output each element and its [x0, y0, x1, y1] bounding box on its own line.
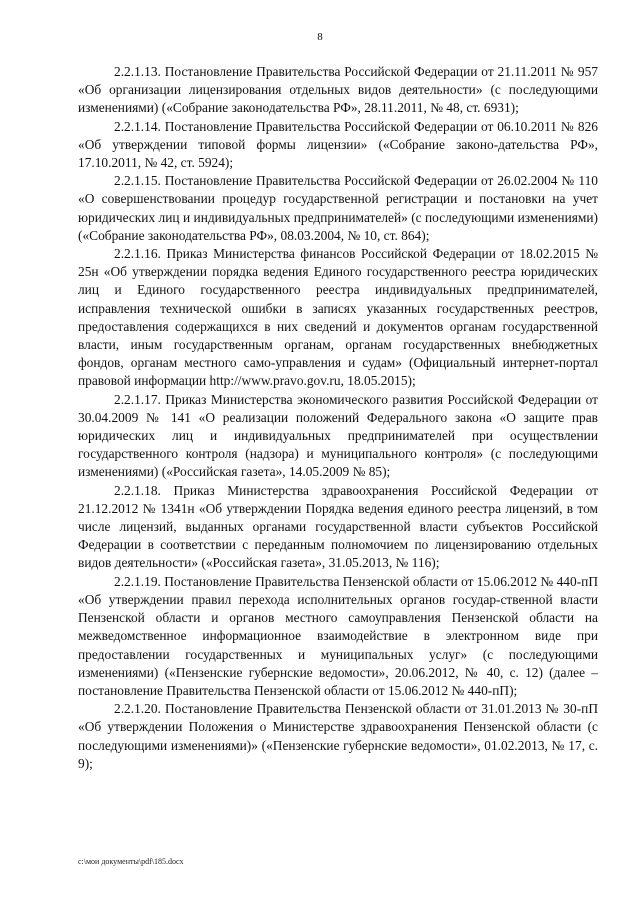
paragraph-2-2-1-14: 2.2.1.14. Постановление Правительства Российской Федерации от 06.10.2011 № 826 «Об утверждении типовой формы лицензии» («Собрание законо-дательства РФ», 17.10.2011, № 42, ст. 5924);	[78, 118, 598, 171]
paragraph-2-2-1-15: 2.2.1.15. Постановление Правительства Российской Федерации от 26.02.2004 № 110 «О совершенствовании процедур государственной регистрации и постановки на учет юридических лиц и индивидуальных предпринимателей» (с последующими изменениями) («Собрание законодательства РФ», 08.03.2004, № 10, ст. 864);	[78, 173, 598, 243]
footer-file-path: c:\мои документы\pdf\185.docx	[78, 857, 184, 866]
paragraph-2-2-1-13: 2.2.1.13. Постановление Правительства Российской Федерации от 21.11.2011 № 957 «Об организации лицензирования отдельных видов деятельности» (с последующими изменениями) («Собрание законодательства РФ», 28.11.2011, № 48, ст. 6931);	[78, 64, 598, 116]
paragraph-2-2-1-20: 2.2.1.20. Постановление Правительства Пензенской области от 31.01.2013 № 30-пП «Об утверждении Положения о Министерстве здравоохранения Пензенской области (с последующими изменениями)» («Пензенские губернские ведомости», 01.02.2013, № 17, с. 9);	[78, 701, 598, 771]
paragraph-2-2-1-18: 2.2.1.18. Приказ Министерства здравоохранения Российской Федерации от 21.12.2012 № 1341н «Об утверждении Порядка ведения единого реестра лицензий, в том числе лицензий, выданных органами государственной власти субъектов Российской Федерации в соответствии с переданным полномочием по лицензированию отдельных видов деятельности» («Российская газета», 31.05.2013, № 116);	[78, 482, 598, 571]
paragraph-2-2-1-16: 2.2.1.16. Приказ Министерства финансов Российской Федерации от 18.02.2015 № 25н «Об утверждении порядка ведения Единого государственного реестра юридических лиц и Единого государственного реестра индивидуальных предпринимателей, исправления технической ошибки в записях указанных государственных реестров, предоставления содержащихся в них сведений и документов органам государственной власти, иным государственным органам, органам государственных внебюджетных фондов, органам местного само-управления и судам» (Официальный интернет-портал правовой информации http://www.pravo.gov.ru, 18.05.2015);	[78, 246, 598, 389]
paragraph-2-2-1-17: 2.2.1.17. Приказ Министерства экономического развития Российской Федерации от 30.04.2009 № 141 «О реализации положений Федерального закона «О защите прав юридических лиц и индивидуальных предпринимателей при осуществлении государственного контроля (надзора) и муниципального контроля» (с последующими изменениями) («Российская газета», 14.05.2009 № 85);	[78, 391, 598, 480]
document-body	[78, 63, 598, 773]
page-number: 8	[317, 31, 323, 43]
paragraph-2-2-1-19: 2.2.1.19. Постановление Правительства Пензенской области от 15.06.2012 № 440-пП «Об утверждении правил перехода исполнительных органов государ-ственной власти Пензенской области и органов местного самоуправления Пензенской области на межведомственное информационное взаимодействие в электронном виде при предоставлении государственных и муниципальных услуг» (с последующими изменениями) («Пензенские губернские ведомости», 20.06.2012, № 40, с. 12) (далее – постановление Правительства Пензенской области от 15.06.2012 № 440-пП);	[78, 573, 598, 698]
